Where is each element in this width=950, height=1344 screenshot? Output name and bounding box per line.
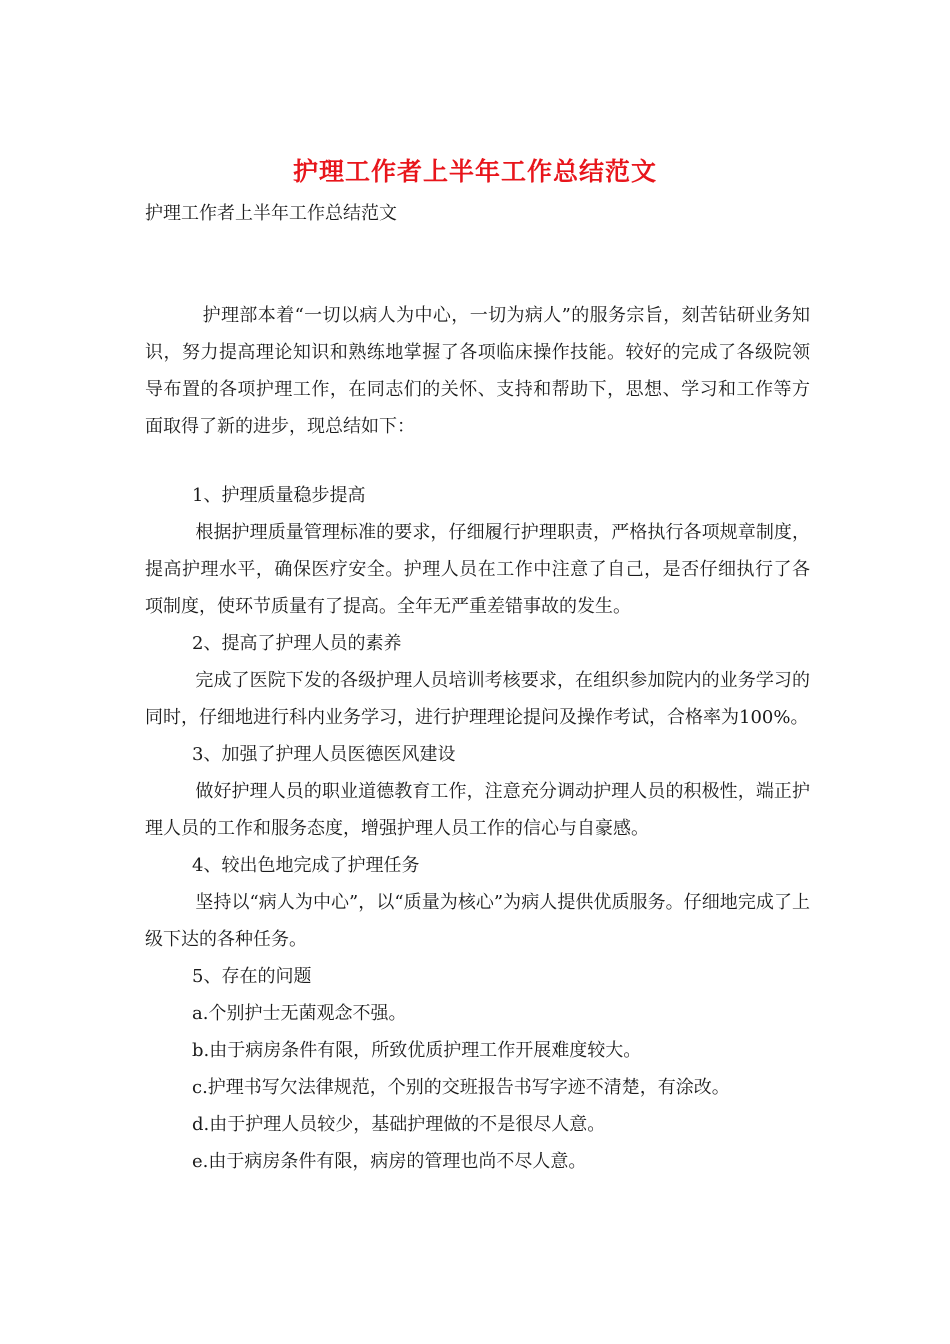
section-heading: 4、较出色地完成了护理任务 xyxy=(192,855,420,876)
section-heading: 5、存在的问题 xyxy=(192,966,312,987)
section-heading: 1、护理质量稳步提高 xyxy=(192,485,366,506)
issue-item: a.个别护士无菌观念不强。 xyxy=(192,1003,407,1024)
issue-item: e.由于病房条件有限，病房的管理也尚不尽人意。 xyxy=(192,1151,587,1172)
section-paragraph: 完成了医院下发的各级护理人员培训考核要求，在组织参加院内的业务学习的同时，仔细地进行科内业务学习，进行护理理论提问及操作考试，合格率为100%。 xyxy=(145,670,810,728)
issue-item: d.由于护理人员较少，基础护理做的不是很尽人意。 xyxy=(192,1114,606,1135)
section-paragraph: 坚持以“病人为中心”，以“质量为核心”为病人提供优质服务。仔细地完成了上级下达的各种任务。 xyxy=(145,892,810,950)
intro-paragraph: 护理部本着“一切以病人为中心，一切为病人”的服务宗旨，刻苦钻研业务知识，努力提高理论知识和熟练地掌握了各项临床操作技能。较好的完成了各级院领导布置的各项护理工作，在同志们的关怀、支持和帮助下，思想、学习和工作等方面取得了新的进步，现总结如下： xyxy=(145,305,810,437)
section-heading: 3、加强了护理人员医德医风建设 xyxy=(192,744,456,765)
section-heading: 2、提高了护理人员的素养 xyxy=(192,633,402,654)
issue-item: c.护理书写欠法律规范，个别的交班报告书写字迹不清楚，有涂改。 xyxy=(192,1077,730,1098)
section-paragraph: 根据护理质量管理标准的要求，仔细履行护理职责，严格执行各项规章制度，提高护理水平，确保医疗安全。护理人员在工作中注意了自己，是否仔细执行了各项制度，使环节质量有了提高。全年无严重差错事故的发生。 xyxy=(145,522,810,617)
content-block xyxy=(145,477,810,1180)
document-title: 护理工作者上半年工作总结范文 xyxy=(292,157,657,186)
section-paragraph: 做好护理人员的职业道德教育工作，注意充分调动护理人员的积极性，端正护理人员的工作和服务态度，增强护理人员工作的信心与自豪感。 xyxy=(145,781,810,839)
document-subtitle: 护理工作者上半年工作总结范文 xyxy=(145,203,397,224)
intro-block xyxy=(145,297,810,445)
issue-item: b.由于病房条件有限，所致优质护理工作开展难度较大。 xyxy=(192,1040,642,1061)
